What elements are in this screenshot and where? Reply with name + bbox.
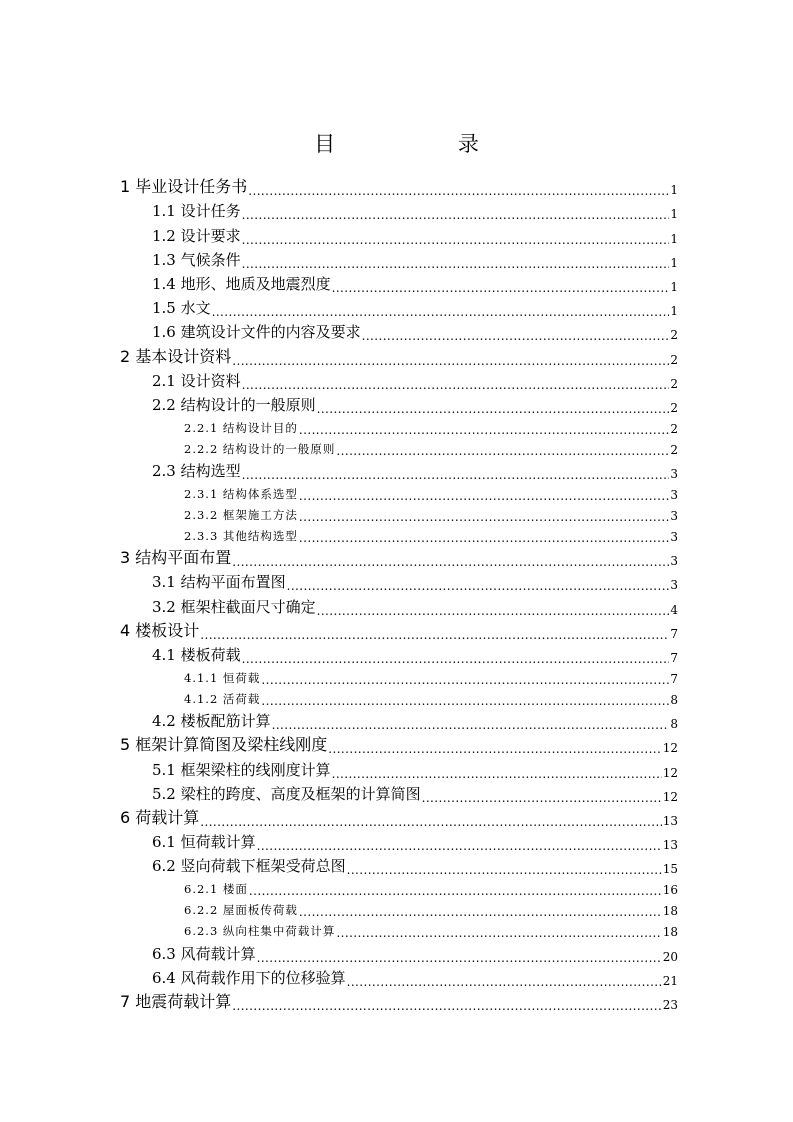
toc-entry-label: 1.3 气候条件 xyxy=(152,250,241,269)
dot-leader xyxy=(232,998,661,1012)
toc-entry-page-number: 18 xyxy=(662,904,678,919)
dot-leader xyxy=(347,862,662,876)
toc-entry-page-number: 2 xyxy=(670,421,678,436)
toc-entry[interactable] xyxy=(120,342,678,366)
toc-entry-label: 6.2.1 楼面 xyxy=(184,882,248,897)
toc-entry-label: 7 地震荷载计算 xyxy=(120,991,232,1011)
dot-leader xyxy=(261,693,669,707)
toc-entry-page-number: 7 xyxy=(670,651,678,665)
toc-entry[interactable] xyxy=(120,918,678,939)
dot-leader xyxy=(242,377,670,391)
dot-leader xyxy=(336,925,661,939)
toc-entry-label: 2.1 设计资料 xyxy=(152,371,241,390)
dot-leader xyxy=(317,401,670,415)
toc-entry-page-number: 18 xyxy=(662,925,678,940)
dot-leader xyxy=(347,974,662,988)
dot-leader xyxy=(299,488,669,502)
toc-entry-page-number: 4 xyxy=(670,602,678,617)
dot-leader xyxy=(317,603,670,617)
toc-entry-label: 1.6 建筑设计文件的内容及要求 xyxy=(152,323,361,342)
toc-entry-label: 6.2.3 纵向柱集中荷载计算 xyxy=(184,924,336,939)
toc-entry-page-number: 15 xyxy=(662,862,678,877)
toc-entry-label: 4.2 楼板配筋计算 xyxy=(152,712,271,731)
toc-entry[interactable] xyxy=(120,617,678,641)
toc-entry[interactable] xyxy=(120,731,678,755)
toc-entry-page-number: 3 xyxy=(670,554,678,569)
toc-entry[interactable] xyxy=(120,592,678,616)
dot-leader xyxy=(257,950,662,964)
toc-entry-label: 6.3 风荷载计算 xyxy=(152,944,256,963)
toc-entry-label: 6.4 风荷载作用下的位移验算 xyxy=(152,968,346,987)
toc-entry-label: 5.2 梁柱的跨度、高度及框架的计算简图 xyxy=(152,784,421,803)
toc-entry[interactable] xyxy=(120,415,678,436)
toc-entry-page-number: 20 xyxy=(662,949,678,964)
toc-entry-page-number: 3 xyxy=(670,509,678,524)
toc-entry-page-number: 3 xyxy=(670,578,678,593)
toc-entry[interactable] xyxy=(120,988,678,1012)
toc-entry-page-number: 23 xyxy=(662,997,678,1012)
toc-entry-page-number: 2 xyxy=(670,352,678,367)
toc-entry[interactable] xyxy=(120,939,678,963)
toc-entry-page-number: 12 xyxy=(662,765,678,780)
toc-entry[interactable] xyxy=(120,544,678,568)
dot-leader xyxy=(232,353,669,367)
toc-entry-label: 3 结构平面布置 xyxy=(120,548,232,568)
dot-leader xyxy=(332,280,670,294)
toc-entry-label: 2.3.1 结构体系选型 xyxy=(184,487,298,502)
dot-leader xyxy=(232,554,669,568)
toc-entry[interactable] xyxy=(120,197,678,221)
dot-leader xyxy=(242,651,670,665)
toc-entry[interactable] xyxy=(120,780,678,804)
dot-leader xyxy=(299,530,669,544)
dot-leader xyxy=(200,627,669,641)
toc-entry-label: 1.4 地形、地质及地震烈度 xyxy=(152,274,331,293)
dot-leader xyxy=(336,443,669,457)
toc-entry[interactable] xyxy=(120,964,678,988)
dot-leader xyxy=(272,717,670,731)
toc-entry-label: 2 基本设计资料 xyxy=(120,346,232,366)
toc-entry-page-number: 1 xyxy=(670,304,678,319)
toc-entry-page-number: 1 xyxy=(670,183,678,198)
toc-entry-label: 2.2.2 结构设计的一般原则 xyxy=(184,441,336,456)
toc-entry[interactable] xyxy=(120,436,678,457)
dot-leader xyxy=(242,467,670,481)
toc-entry[interactable] xyxy=(120,828,678,852)
toc-entry[interactable] xyxy=(120,294,678,318)
dot-leader xyxy=(422,790,662,804)
toc-entry-label: 2.2 结构设计的一般原则 xyxy=(152,395,316,414)
toc-entry-page-number: 3 xyxy=(670,488,678,503)
toc-entry-label: 4 楼板设计 xyxy=(120,620,200,640)
dot-leader xyxy=(261,672,669,686)
toc-entry[interactable] xyxy=(120,755,678,779)
toc-entry-label: 2.2.1 结构设计目的 xyxy=(184,420,298,435)
toc-entry[interactable] xyxy=(120,502,678,523)
toc-entry-label: 2.3.2 框架施工方法 xyxy=(184,508,298,523)
toc-entry[interactable] xyxy=(120,481,678,502)
toc-entry-label: 6.2 竖向荷载下框架受荷总图 xyxy=(152,857,346,876)
toc-entry[interactable] xyxy=(120,318,678,342)
toc-entry-page-number: 21 xyxy=(662,973,678,988)
toc-entry-label: 1 毕业设计任务书 xyxy=(120,177,248,197)
toc-entry-page-number: 1 xyxy=(670,255,678,270)
toc-entry-page-number: 13 xyxy=(662,838,678,853)
dot-leader xyxy=(287,578,670,592)
toc-entry[interactable] xyxy=(120,523,678,544)
toc-entry-page-number: 7 xyxy=(670,672,678,686)
toc-entry[interactable] xyxy=(120,367,678,391)
dot-leader xyxy=(257,838,662,852)
toc-entry[interactable] xyxy=(120,391,678,415)
dot-leader xyxy=(299,509,669,523)
dot-leader xyxy=(242,232,670,246)
toc-entry-page-number: 7 xyxy=(670,626,678,641)
toc-entry[interactable] xyxy=(120,173,678,197)
table-of-contents xyxy=(120,173,678,1012)
toc-entry[interactable] xyxy=(120,876,678,897)
dot-leader xyxy=(200,814,661,828)
toc-entry[interactable] xyxy=(120,897,678,918)
toc-entry-label: 3.2 框架柱截面尺寸确定 xyxy=(152,597,316,616)
dot-leader xyxy=(212,304,670,318)
toc-entry-label: 3.1 结构平面布置图 xyxy=(152,573,286,592)
dot-leader xyxy=(328,741,661,755)
toc-entry-label: 6.1 恒荷载计算 xyxy=(152,833,256,852)
toc-entry-page-number: 3 xyxy=(670,530,678,545)
dot-leader xyxy=(299,904,662,918)
toc-entry[interactable] xyxy=(120,457,678,481)
toc-entry[interactable] xyxy=(120,246,678,270)
toc-entry-label: 6 荷载计算 xyxy=(120,807,200,827)
toc-entry-label: 1.2 设计要求 xyxy=(152,226,241,245)
dot-leader xyxy=(242,256,670,270)
toc-entry-label: 5 框架计算简图及梁柱线刚度 xyxy=(120,735,328,755)
toc-entry[interactable] xyxy=(120,568,678,592)
toc-entry[interactable] xyxy=(120,665,678,686)
toc-entry-page-number: 13 xyxy=(662,813,678,828)
toc-entry-page-number: 1 xyxy=(670,231,678,246)
dot-leader xyxy=(249,883,662,897)
toc-entry[interactable] xyxy=(120,221,678,245)
toc-entry-page-number: 16 xyxy=(662,883,678,898)
dot-leader xyxy=(362,328,670,342)
toc-entry-label: 4.1.2 活荷载 xyxy=(184,692,261,706)
dot-leader xyxy=(242,207,670,221)
toc-entry-label: 1.5 水文 xyxy=(152,299,211,318)
toc-entry-page-number: 2 xyxy=(670,400,678,415)
toc-entry-label: 1.1 设计任务 xyxy=(152,202,241,221)
dot-leader xyxy=(332,766,662,780)
toc-entry[interactable] xyxy=(120,707,678,731)
toc-entry-page-number: 2 xyxy=(670,376,678,391)
toc-entry-label: 2.3.3 其他结构选型 xyxy=(184,529,298,544)
toc-entry[interactable] xyxy=(120,804,678,828)
toc-entry[interactable] xyxy=(120,686,678,707)
toc-entry-page-number: 3 xyxy=(670,467,678,482)
toc-entry-label: 2.3 结构选型 xyxy=(152,462,241,481)
dot-leader xyxy=(248,183,669,197)
toc-entry[interactable] xyxy=(120,270,678,294)
toc-entry-page-number: 12 xyxy=(662,789,678,804)
toc-entry[interactable] xyxy=(120,641,678,665)
toc-entry-page-number: 1 xyxy=(670,279,678,294)
toc-entry-page-number: 12 xyxy=(662,741,678,756)
toc-entry-page-number: 8 xyxy=(670,693,678,707)
toc-entry-label: 5.1 框架梁柱的线刚度计算 xyxy=(152,760,331,779)
toc-entry-page-number: 2 xyxy=(670,328,678,343)
page-title: 目 录 xyxy=(314,132,537,156)
toc-entry-label: 4.1.1 恒荷载 xyxy=(184,671,261,685)
toc-entry-page-number: 2 xyxy=(670,442,678,457)
toc-entry-label: 4.1 楼板荷载 xyxy=(152,646,241,664)
toc-entry[interactable] xyxy=(120,852,678,876)
toc-entry-page-number: 1 xyxy=(670,207,678,222)
toc-entry-page-number: 8 xyxy=(670,717,678,732)
dot-leader xyxy=(299,422,669,436)
toc-entry-label: 6.2.2 屋面板传荷载 xyxy=(184,903,298,918)
